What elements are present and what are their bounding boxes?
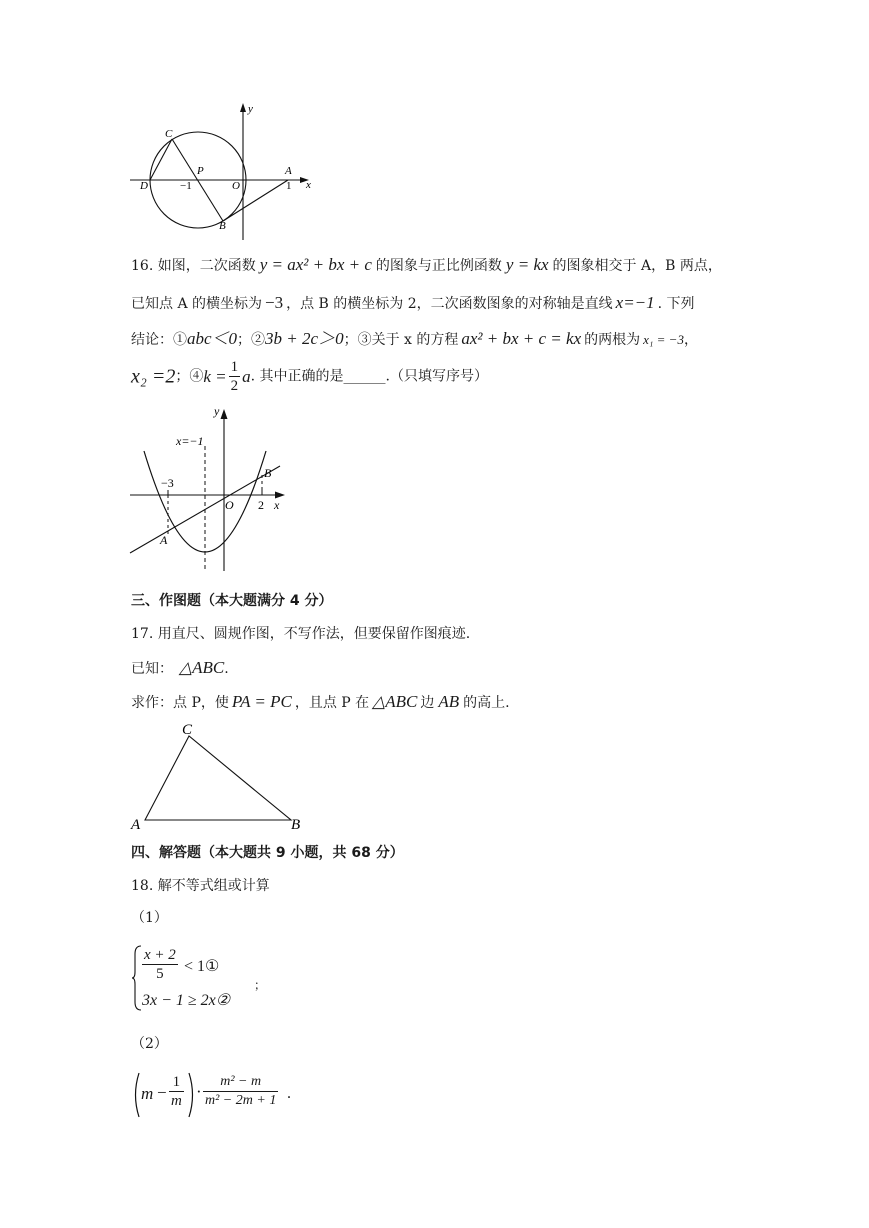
- q18-line1: 18. 解不等式组或计算: [131, 878, 270, 894]
- q16-line2: 已知点 A 的横坐标为 −3 ，点 B 的横坐标为 2，二次函数图象的对称轴是直线 x=−1 . 下列: [131, 293, 695, 312]
- q18-inequality-system: $\frac{x + 2}{5}$ < 1① 3x − 1 ≥ 2x②: [131, 944, 271, 1016]
- section-4-title: 四、解答题（本大题共 9 小题，共 68 分）: [131, 845, 404, 861]
- label-x: x: [274, 498, 280, 512]
- label-minus3: −3: [161, 476, 174, 490]
- label-b: B: [264, 466, 272, 480]
- label-x: x: [306, 179, 311, 191]
- label-1: 1: [286, 180, 292, 192]
- figure-17-triangle: [128, 718, 308, 833]
- figure-16-parabola: [128, 403, 288, 578]
- segment-cd: [150, 139, 172, 180]
- label-a: A: [285, 165, 292, 177]
- label-minus1: −1: [180, 180, 192, 192]
- label-c: C: [165, 128, 173, 140]
- label-a: A: [160, 533, 168, 547]
- label-o: O: [225, 498, 234, 512]
- triangle-abc: [145, 736, 291, 820]
- label-y: y: [248, 103, 253, 115]
- q17-known: 已知： △ABC.: [131, 658, 229, 677]
- label-c: C: [182, 722, 193, 738]
- q18-part2-label: （2）: [131, 1036, 168, 1052]
- q16-line3: 结论：①abc＜0；②3b + 2c＞0；③关于 x 的方程 ax² + bx + c = kx 的两根为 x₁ = −3，: [131, 329, 698, 348]
- q17-line1: 17. 用直尺、圆规作图，不写作法，但要保留作图痕迹.: [131, 626, 471, 642]
- q18-expression: m − $\frac{1}{m}$ · $\frac{\text{m² − m}}{\text{m² − 2m + 1}}$ .: [131, 1070, 331, 1122]
- q16-line1: 16. 如图，二次函数 y = ax² + bx + c 的图象与正比例函数 y = kx 的图象相交于 A，B 两点，: [131, 255, 722, 274]
- q17-ask: 求作：点 P，使 PA = PC ，且点 P 在 △ABC 边 AB 的高上.: [131, 692, 510, 711]
- label-b: B: [291, 817, 301, 833]
- left-paren: [131, 1072, 141, 1118]
- label-a: A: [131, 817, 141, 833]
- q18-semicolon: ；: [254, 978, 267, 992]
- q16-line4: x₂ =2；④k = $\frac{1}{2}$ a. 其中正确的是______.（只填写序号）: [131, 359, 488, 394]
- label-o: O: [232, 180, 240, 192]
- section-3-title: 三、作图题（本大题满分 4 分）: [131, 593, 333, 609]
- label-d: D: [140, 180, 148, 192]
- label-axis: x=−1: [176, 434, 204, 448]
- figure-15-circle: [128, 98, 318, 243]
- label-b: B: [219, 220, 226, 232]
- label-p: P: [197, 165, 204, 177]
- label-y: y: [214, 404, 220, 418]
- q18-part1-label: （1）: [131, 910, 168, 926]
- label-2: 2: [258, 498, 264, 512]
